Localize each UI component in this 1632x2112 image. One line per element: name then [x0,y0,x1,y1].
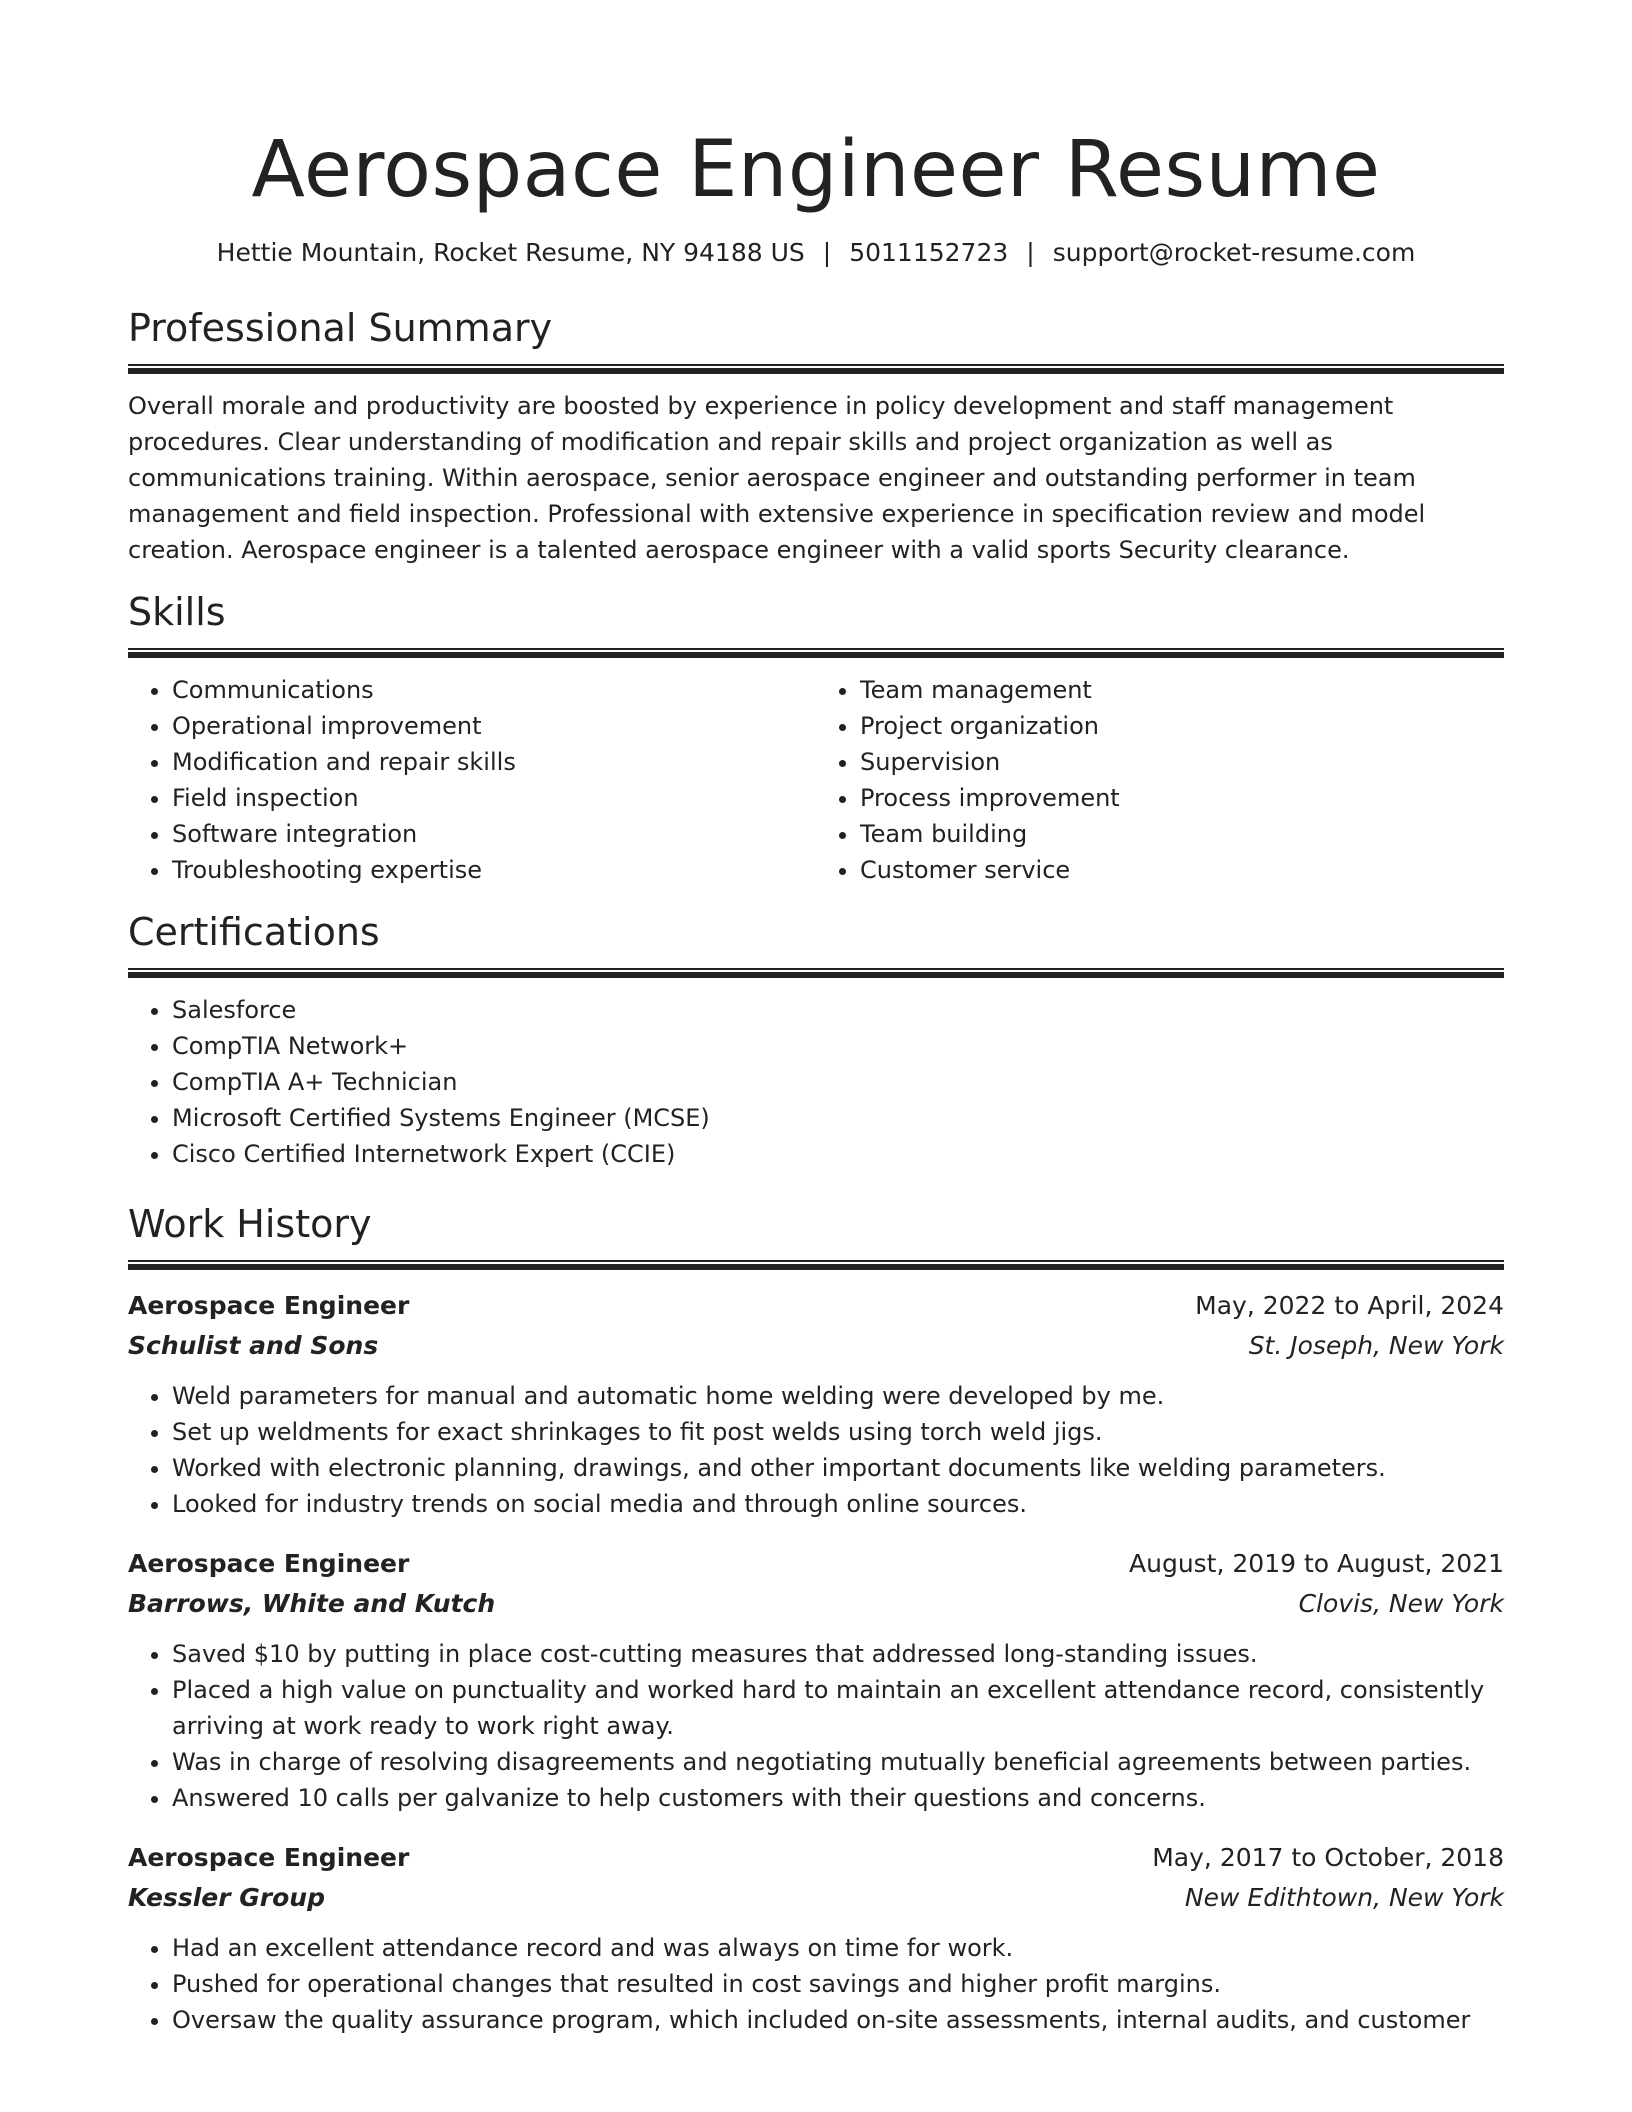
job-duties [128,1930,1504,2038]
contact-line [128,236,1504,270]
job-location: Clovis, New York [1298,1589,1504,1618]
job-dates: May, 2017 to October, 2018 [1152,1843,1504,1872]
summary-section [128,304,1504,568]
job-company: Barrows, White and Kutch [128,1589,496,1618]
skills-list-left [128,672,816,888]
job-subheader [128,1584,1504,1624]
job-entry [128,1838,1504,2038]
contact-separator: | [822,238,832,267]
skill-item: • Supervision [860,744,1504,780]
summary-text: Overall morale and productivity are boosted by experience in policy development and staff management procedures. Clear understanding of modification and repair skills and project organization as well as communications training. Within aerospace, senior aerospace engineer and outstanding performer in team management and field inspection. Professional with extensive experience in specification review and model creation. Aerospace engineer is a talented aerospace engineer with a valid sports Security clearance. [128,392,1426,564]
job-duties [128,1378,1504,1522]
skill-item: • Operational improvement [172,708,816,744]
job-company: Kessler Group [128,1883,325,1912]
job-header [128,1544,1504,1584]
job-duty: • Weld parameters for manual and automatic home welding were developed by me. [172,1378,1504,1414]
contact-separator: | [1026,238,1035,267]
job-duty: • Saved $10 by putting in place cost-cutting measures that addressed long-standing issues. [172,1636,1504,1672]
skill-item: • Process improvement [860,780,1504,816]
section-divider [128,1260,1504,1270]
job-entry [128,1544,1504,1816]
job-dates: May, 2022 to April, 2024 [1195,1291,1504,1320]
job-entry [128,1286,1504,1522]
job-duty: • Oversaw the quality assurance program, which included on-site assessments, internal audits, and customer [172,2002,1504,2038]
job-header [128,1286,1504,1326]
job-duty: • Pushed for operational changes that resulted in cost savings and higher profit margins. [172,1966,1504,2002]
job-duty: • Looked for industry trends on social media and through online sources. [172,1486,1504,1522]
certifications-section [128,908,1504,1172]
job-company: Schulist and Sons [128,1331,379,1360]
job-duty: • Worked with electronic planning, drawings, and other important documents like welding parameters. [172,1450,1504,1486]
section-divider [128,364,1504,374]
skill-item: • Field inspection [172,780,816,816]
certifications-heading: Certifications [128,910,380,954]
job-duties [128,1636,1504,1816]
summary-heading: Professional Summary [128,306,553,350]
skill-item: • Customer service [860,852,1504,888]
job-duty: • Was in charge of resolving disagreements and negotiating mutually beneficial agreements between parties. [172,1744,1504,1780]
skills-columns [128,672,1504,888]
contact-email: support@rocket-resume.com [1052,238,1416,267]
skill-item: • Troubleshooting expertise [172,852,816,888]
resume-title: Aerospace Engineer Resume [251,125,1381,215]
certification-item: • CompTIA Network+ [172,1028,1504,1064]
job-title: Aerospace Engineer [128,1843,410,1872]
job-subheader [128,1326,1504,1366]
skill-item: • Team management [860,672,1504,708]
job-location: St. Joseph, New York [1248,1331,1504,1360]
skill-item: • Software integration [172,816,816,852]
certifications-list [128,992,1504,1172]
certification-item: • Salesforce [172,992,1504,1028]
skills-heading: Skills [128,590,226,634]
certification-item: • Microsoft Certified Systems Engineer (MCSE) [172,1100,1504,1136]
skills-list-right [816,672,1504,888]
job-duty: • Answered 10 calls per galvanize to help customers with their questions and concerns. [172,1780,1504,1816]
job-duty: • Placed a high value on punctuality and worked hard to maintain an excellent attendance record, consistently arriving at work ready to work right away. [172,1672,1504,1744]
skill-item: • Communications [172,672,816,708]
job-subheader [128,1878,1504,1918]
work-history-heading: Work History [128,1202,372,1246]
contact-address: Hettie Mountain, Rocket Resume, NY 94188 US [216,238,805,267]
certification-item: • CompTIA A+ Technician [172,1064,1504,1100]
skill-item: • Project organization [860,708,1504,744]
skills-section [128,588,1504,888]
skill-item: • Team building [860,816,1504,852]
skill-item: • Modification and repair skills [172,744,816,780]
work-history-section [128,1200,1504,2038]
job-dates: August, 2019 to August, 2021 [1129,1549,1504,1578]
section-divider [128,648,1504,658]
contact-phone: 5011152723 [849,238,1009,267]
job-header [128,1838,1504,1878]
section-divider [128,968,1504,978]
job-title: Aerospace Engineer [128,1291,410,1320]
job-title: Aerospace Engineer [128,1549,410,1578]
certification-item: • Cisco Certified Internetwork Expert (CCIE) [172,1136,1504,1172]
job-duty: • Set up weldments for exact shrinkages to fit post welds using torch weld jigs. [172,1414,1504,1450]
job-location: New Edithtown, New York [1184,1883,1504,1912]
job-duty: • Had an excellent attendance record and was always on time for work. [172,1930,1504,1966]
